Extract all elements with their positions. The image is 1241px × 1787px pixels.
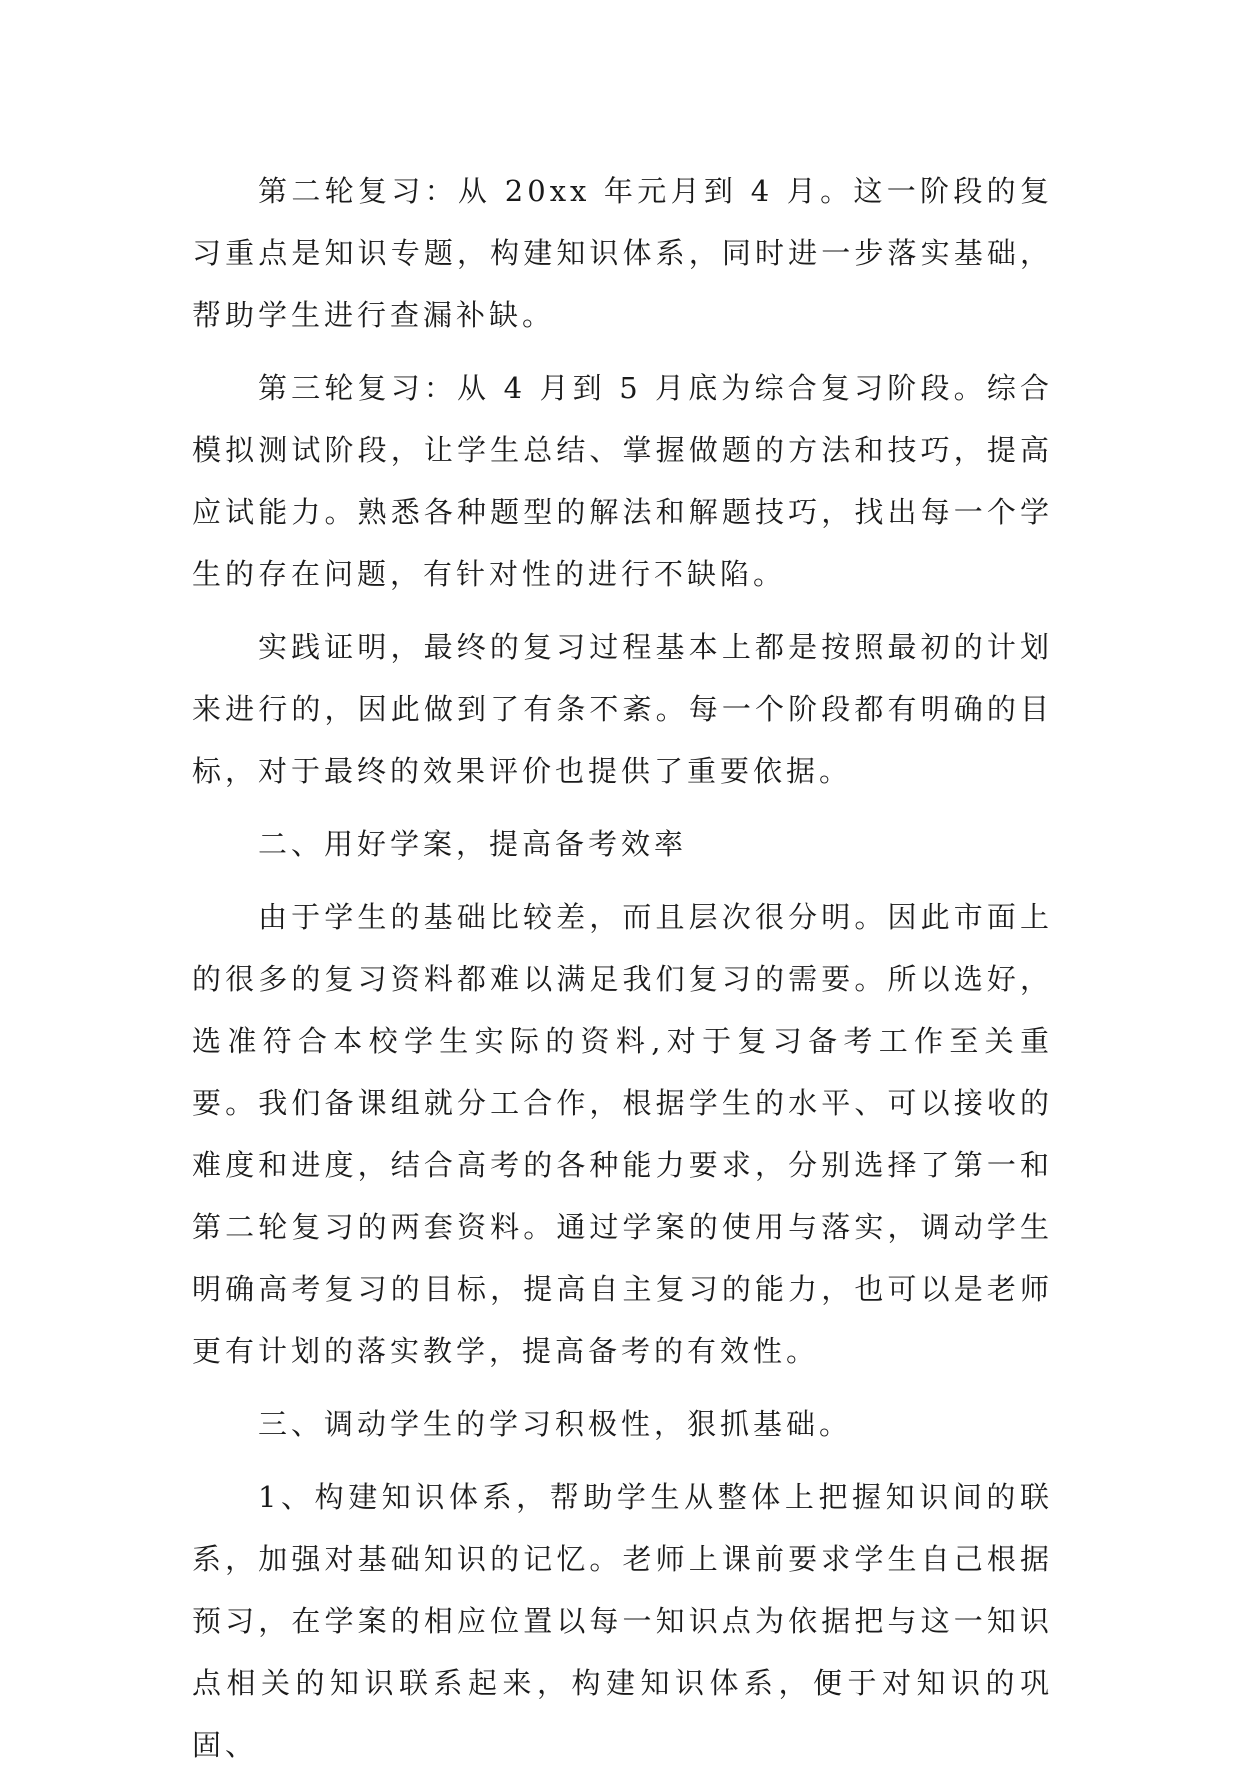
paragraph-knowledge-system: 1、构建知识体系，帮助学生从整体上把握知识间的联系，加强对基础知识的记忆。老师上课前要求学生自己根据预习，在学案的相应位置以每一知识点为依据把与这一知识点相关的知识联系起来，构建知识体系，便于对知识的巩固、 bbox=[192, 1480, 1053, 1762]
paragraph-second-round-review: 第二轮复习：从 20xx 年元月到 4 月。这一阶段的复习重点是知识专题，构建知识体系，同时进一步落实基础，帮助学生进行查漏补缺。 bbox=[192, 174, 1053, 332]
document-body bbox=[192, 160, 1053, 1787]
paragraph-practice-proof: 实践证明，最终的复习过程基本上都是按照最初的计划来进行的，因此做到了有条不紊。每一个阶段都有明确的目标，对于最终的效果评价也提供了重要依据。 bbox=[192, 630, 1053, 788]
paragraph-study-materials: 由于学生的基础比较差，而且层次很分明。因此市面上的很多的复习资料都难以满足我们复习的需要。所以选好，选准符合本校学生实际的资料,对于复习备考工作至关重要。我们备课组就分工合作，根据学生的水平、可以接收的难度和进度，结合高考的各种能力要求，分别选择了第一和第二轮复习的两套资料。通过学案的使用与落实，调动学生明确高考复习的目标，提高自主复习的能力，也可以是老师更有计划的落实教学，提高备考的有效性。 bbox=[192, 900, 1053, 1368]
section-heading-study-plans: 二、用好学案，提高备考效率 bbox=[258, 827, 688, 861]
section-heading-student-motivation: 三、调动学生的学习积极性，狠抓基础。 bbox=[258, 1407, 853, 1441]
paragraph-third-round-review: 第三轮复习：从 4 月到 5 月底为综合复习阶段。综合模拟测试阶段，让学生总结、掌握做题的方法和技巧，提高应试能力。熟悉各种题型的解法和解题技巧，找出每一个学生的存在问题，有针对性的进行不缺陷。 bbox=[192, 371, 1053, 591]
